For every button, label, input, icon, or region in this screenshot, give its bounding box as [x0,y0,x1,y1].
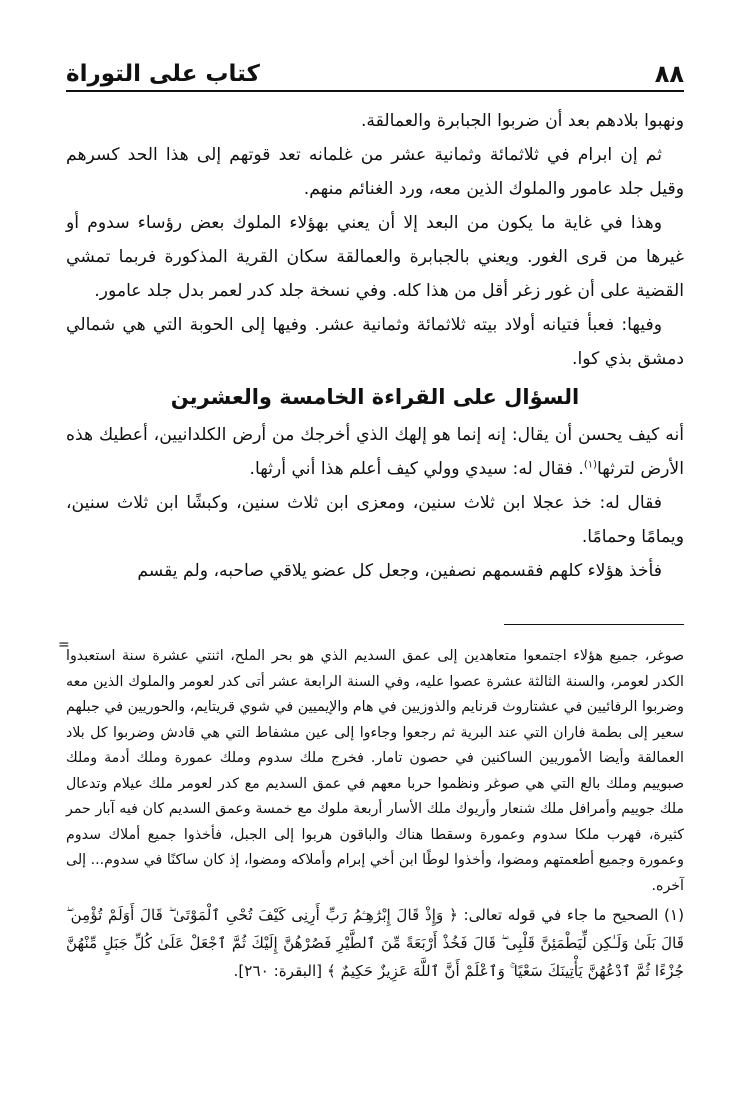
paragraph-1: ونهبوا بلادهم بعد أن ضربوا الجبابرة والعمالقة. [360,111,684,131]
paragraph-6: فقال له: خذ عجلا ابن ثلاث سنين، ومعزى ابن ثلاث سنين، وكبشًا ابن ثلاث سنين، ويمامًا وحمامًا. [66,493,684,547]
paragraph-2: ثم إن ابرام في ثلاثمائة وثمانية عشر من غلمانه تعد قوتهم إلى هذا الحد كسرهم وقيل جلد عامور والملوك الذين معه، ورد الغنائم منهم. [66,145,684,199]
book-title: كتاب على التوراة [66,61,260,87]
footnote-continuation: صوغر، جميع هؤلاء اجتمعوا متعاهدين إلى عمق السديم الذي هو بحر الملح، اثنتي عشرة سنة استعبدوا الكدر لعومر، والسنة الثالثة عشرة عصوا عليه، وفي السنة الرابعة عشر أتى كدر لعومر والملوك الذين معه وضربوا الرفائيين في عشتاروث قرنايم والذوزيين في هام والإيميين في شوي قريتايم، والحوريين في جبلهم سعير إلى بطمة فاران التي عند البرية ثم رجعوا وجاءوا إلى عين مشفاط التي هي قادش وضربوا كل بلاد العمالقة وأيضا الأموريين الساكنين في حصون تامار. فخرج ملك سدوم وملك عمورة وملك أدمة وملك صبوييم وملك بالع التي هي صوغر ونظموا حربا معهم في عمق السديم مع كدر لعومر ملك عيلام وتدعال ملك جوييم وأمرافل ملك شنعار وأريوك ملك الأسار أربعة ملوك مع خمسة وعمق السديم كان فيه آبار حمر كثيرة، فهرب ملكا سدوم وعمورة وسقطا هناك والباقون هربوا إلى الجبل، فأخذوا جميع أملاك سدوم وعمورة وجميع أطعمتهم ومضوا، وأخذوا لوطًا ابن أخي إبرام وأملاكه ومضوا، إذ كان ساكنًا في سدوم... إلى آخره. [66,648,684,894]
footnote-1-citation: [البقرة: ٢٦٠]. [233,962,323,980]
continuation-mark: = [58,637,70,653]
footnote-1-intro: الصحيح ما جاء في قوله تعالى: [463,906,659,924]
page-header [66,50,684,92]
main-text [66,104,684,588]
paragraph-7: فأخذ هؤلاء كلهم فقسمهم نصفين، وجعل كل عضو يلاقي صاحبه، ولم يقسم [137,561,662,581]
quran-verse: ﴿ وَإِذْ قَالَ إِبْرَٰهِـۧمُ رَبِّ أَرِنِى كَيْفَ تُحْىِ ٱلْمَوْتَىٰ ۖ قَالَ أَوَلَمْ تُؤْمِن ۖ قَالَ بَلَىٰ وَلَـٰكِن لِّيَطْمَئِنَّ قَلْبِى ۖ قَالَ فَخُذْ أَرْبَعَةً مِّنَ ٱلطَّيْرِ فَصُرْهُنَّ إِلَيْكَ ثُمَّ ٱجْعَلْ عَلَىٰ كُلِّ جَبَلٍ مِّنْهُنَّ جُزْءًا ثُمَّ ٱدْعُهُنَّ يَأْتِينَكَ سَعْيًا ۚ وَٱعْلَمْ أَنَّ ٱللَّهَ عَزِيزٌ حَكِيمٌ ﴾ [66,906,684,980]
footnotes [66,644,684,985]
paragraph-5-end: . فقال له: سيدي وولي كيف أعلم هذا أني أرثها. [249,459,584,479]
footnote-1-label: (١) [663,906,684,924]
footnote-rule [504,624,684,625]
paragraph-4: وفيها: فعبأ فتيانه أولاد بيته ثلاثمائة وثمانية عشر. وفيها إلى الحوبة التي هي شمالي دمشق بذي كوا. [66,315,684,369]
footnote-reference[interactable]: (١) [583,459,598,471]
paragraph-3: وهذا في غاية ما يكون من البعد إلا أن يعني بهؤلاء الملوك بعض رؤساء سدوم أو غيرها من قرى الغور. ويعني بالجبابرة والعمالقة سكان القرية المذكورة فربما تمشي القضية على أن غور زغر أقل من هذا كله. وفي نسخة جلد كدر لعمر بدل جلد عامور. [66,213,684,301]
page-number: ٨٨ [654,60,684,88]
footnote-1 [66,901,684,985]
paragraph-5-text: أنه كيف يحسن أن يقال: إنه إنما هو إلهك الذي أخرجك من أرض الكلدانيين، أعطيك هذه الأرض لترثها [66,425,684,479]
footnote-separator [58,624,684,653]
section-heading: السؤال على القراءة الخامسة والعشرين [170,385,580,409]
paragraph-5 [66,418,684,486]
book-page [58,50,684,1070]
